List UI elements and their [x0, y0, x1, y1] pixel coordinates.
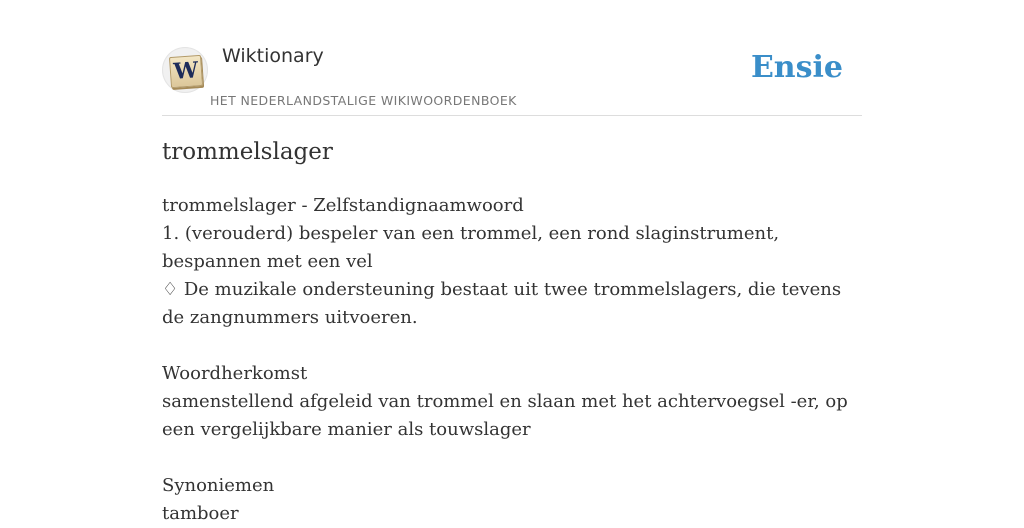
etymology-heading: Woordherkomst [162, 363, 308, 384]
site-header [162, 0, 862, 116]
spacer [162, 444, 862, 472]
example-sentence: ♢ De muzikale ondersteuning bestaat uit twee trommelslagers, die tevens de zangnummers uitvoeren. [162, 279, 842, 328]
spacer [162, 332, 862, 360]
wiktionary-logo[interactable] [162, 47, 208, 93]
wiktionary-logo-icon: W [169, 55, 203, 88]
site-tagline: HET NEDERLANDSTALIGE WIKIWOORDENBOEK [210, 93, 517, 108]
site-name: Wiktionary [222, 45, 324, 67]
definition: 1. (verouderd) bespeler van een trommel, een rond slaginstrument, bespannen met een vel [162, 223, 780, 272]
entry-content [162, 192, 862, 528]
etymology-text: samenstellend afgeleid van trommel en slaan met het achtervoegsel -er, op een vergelijkbare manier als touwslager [162, 391, 848, 440]
ensie-brand-link[interactable]: Ensie [750, 50, 843, 85]
headword-line: trommelslager - Zelfstandignaamwoord [162, 195, 524, 216]
synonyms-heading: Synoniemen [162, 475, 275, 496]
entry-title: trommelslager [162, 139, 333, 165]
synonym-item: tamboer [162, 503, 239, 524]
page [162, 0, 862, 524]
